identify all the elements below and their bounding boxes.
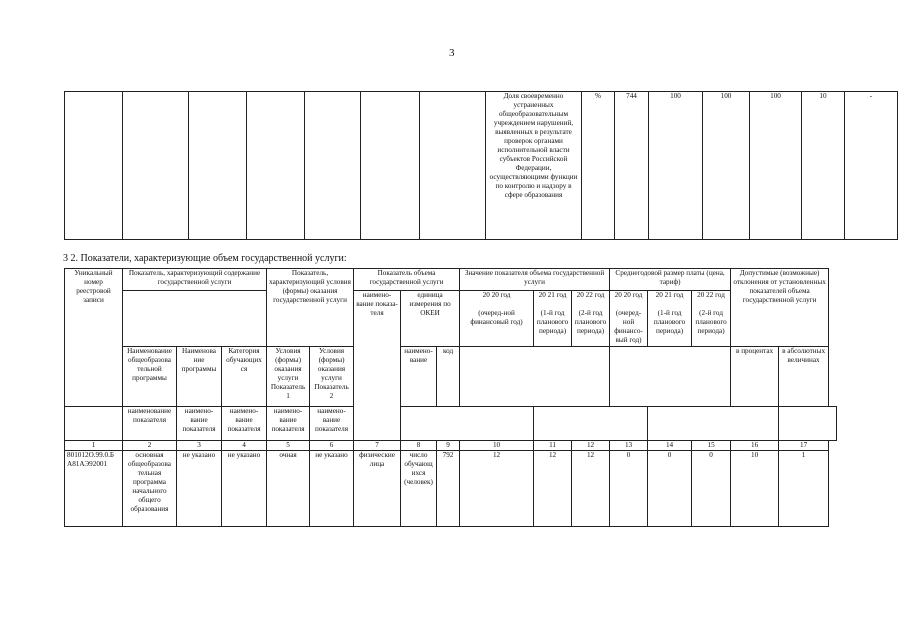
quality-indicator-name: Доля своевременно устраненных общеобразовательным учреждением нарушений, выявленных в результате проверок органами исполнительной власти субъектов Российской Федерации, осуществляющими функции по контролю и надзору в сфере образования	[486, 92, 582, 240]
col-number: 15	[692, 441, 731, 451]
cell-form: очная	[267, 451, 310, 527]
header-condition-1: Условия (формы) оказания услуги Показатель 1	[267, 347, 310, 407]
header-volume-group: Показатель объема государственной услуги	[354, 269, 460, 291]
quality-unit: %	[582, 92, 615, 240]
sub-spacer	[648, 407, 779, 441]
quality-value-2: 100	[703, 92, 750, 240]
sub-name-4: наимено-вание показателя	[267, 407, 310, 441]
empty-cell	[247, 92, 305, 240]
col-number: 5	[267, 441, 310, 451]
quality-code: 744	[615, 92, 649, 240]
sub-spacer	[401, 407, 534, 441]
col-number: 13	[610, 441, 648, 451]
quality-continuation-table	[64, 91, 898, 240]
quality-deviation-pct: 10	[802, 92, 845, 240]
col-number: 17	[779, 441, 829, 451]
empty-cell	[361, 92, 420, 240]
header-values-spacer	[460, 347, 610, 407]
cell-registry-id: 801012О.99.0.Б А81АЭ92001	[65, 451, 123, 527]
header-fee-spacer	[610, 347, 731, 407]
cell-program-name: не указано	[177, 451, 222, 527]
col-number: 12	[572, 441, 610, 451]
quality-value-3: 100	[750, 92, 802, 240]
header-fee-group: Среднегодовой размер платы (цена, тариф)	[610, 269, 731, 291]
cell-fee-2022: 0	[692, 451, 731, 527]
sub-spacer	[779, 407, 837, 441]
col-number: 1	[65, 441, 123, 451]
cell-category: не указано	[222, 451, 267, 527]
col-number: 2	[123, 441, 177, 451]
col-number: 6	[310, 441, 354, 451]
cell-value-2020: 12	[460, 451, 534, 527]
header-content-spacer	[123, 291, 267, 347]
cell-unit: число обучающ ихся (человек)	[401, 451, 437, 527]
quality-value-1: 100	[649, 92, 703, 240]
header-value-group: Значение показателя объема государственной услуги	[460, 269, 610, 291]
header-okei-name: наимено-вание	[401, 347, 437, 407]
sub-name-5: наимено-вание показателя	[310, 407, 354, 441]
col-number: 10	[460, 441, 534, 451]
header-okei: единица измерения по ОКЕИ	[401, 291, 460, 347]
sub-name-3: наимено-вание показателя	[222, 407, 267, 441]
sub-spacer	[534, 407, 648, 441]
cell-deviation-abs: 1	[779, 451, 829, 527]
quality-row	[65, 92, 898, 240]
page-number: 3	[449, 47, 455, 59]
empty-cell	[123, 92, 189, 240]
cell-value-2021: 12	[534, 451, 572, 527]
header-deviation-group: Допустимые (возможные) отклонения от установленных показателей объема государственной услуги	[731, 269, 829, 347]
header-conditions-group: Показатель, характеризующий условия (формы) оказания государственной услуги	[267, 269, 354, 347]
col-number: 8	[401, 441, 437, 451]
empty-cell	[420, 92, 486, 240]
section-title: 3 2. Показатели, характеризующие объем государственной услуги:	[63, 253, 347, 264]
sub-name-2: наимено-вание показателя	[177, 407, 222, 441]
volume-table	[64, 268, 837, 527]
col-number: 4	[222, 441, 267, 451]
header-okei-code: код	[437, 347, 460, 407]
cell-indicator: физические лица	[354, 451, 401, 527]
empty-cell	[65, 92, 123, 240]
header-deviation-abs: в абсолютных величинах	[779, 347, 829, 407]
col-number: 11	[534, 441, 572, 451]
header-content-group: Показатель, характеризующий содержание государственной услуги	[123, 269, 267, 291]
header-program-name: Наименова ние программы	[177, 347, 222, 407]
empty-cell	[305, 92, 361, 240]
cell-deviation-pct: 10	[731, 451, 779, 527]
column-number-row	[65, 441, 837, 451]
quality-deviation-abs: -	[845, 92, 898, 240]
sub-spacer	[65, 407, 123, 441]
header-year-2021: 20 21 год (1-й год планового периода)	[534, 291, 572, 347]
cell-value-2022: 12	[572, 451, 610, 527]
header-category: Категория обучающих ся	[222, 347, 267, 407]
col-number: 14	[648, 441, 692, 451]
data-row	[65, 451, 837, 527]
cell-fee-2020: 0	[610, 451, 648, 527]
cell-code: 792	[437, 451, 460, 527]
col-number: 7	[354, 441, 401, 451]
header-fee-2020: 20 20 год (очеред-ной финансо-вый год)	[610, 291, 648, 347]
header-deviation-pct: в процентах	[731, 347, 779, 407]
cell-fee-2021: 0	[648, 451, 692, 527]
header-volume-name: наимено-вание показа-теля	[354, 291, 401, 441]
empty-cell	[189, 92, 247, 240]
cell-program: основная общеобразова тельная программа начального общего образования	[123, 451, 177, 527]
cell-condition-2: не указано	[310, 451, 354, 527]
header-program-type: Наименование общеобразова тельной программы	[123, 347, 177, 407]
header-year-2020: 20 20 год (очеред-ной финансовый год)	[460, 291, 534, 347]
header-fee-2022: 20 22 год (2-й год планового периода)	[692, 291, 731, 347]
header-fee-2021: 20 21 год (1-й год планового периода)	[648, 291, 692, 347]
col-number: 3	[177, 441, 222, 451]
header-condition-2: Условия (формы) оказания услуги Показатель 2	[310, 347, 354, 407]
header-year-2022: 20 22 год (2-й год планового периода)	[572, 291, 610, 347]
sub-name-1: наименование показателя	[123, 407, 177, 441]
header-unique-number: Уникальный номер реестровой записи	[65, 269, 123, 407]
col-number: 16	[731, 441, 779, 451]
col-number: 9	[437, 441, 460, 451]
